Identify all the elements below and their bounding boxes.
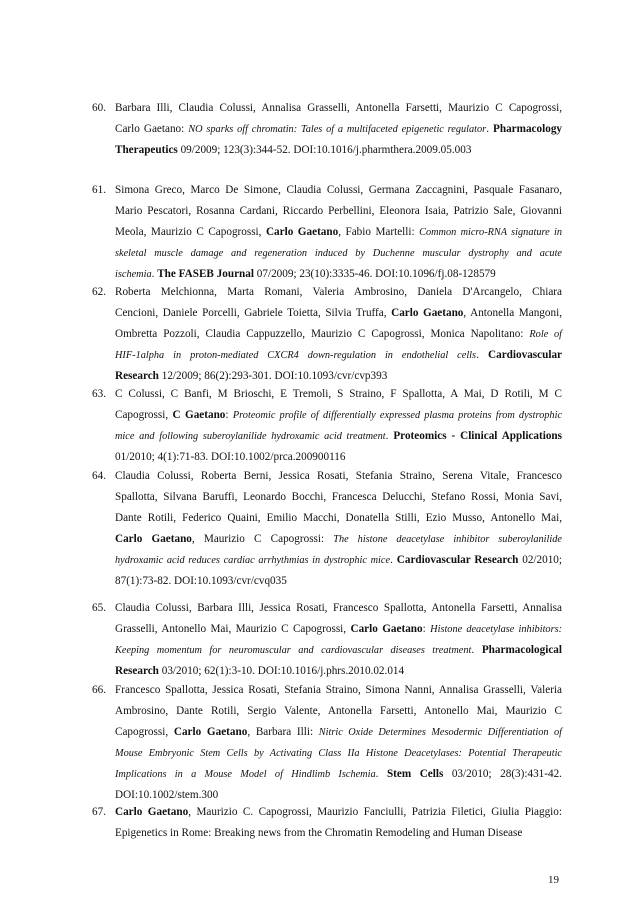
bold-text: Pharmacology (493, 123, 563, 135)
italic-title: Common micro-RNA signature in (419, 227, 562, 238)
text-span: , Maurizio C Capogrossi: (191, 533, 334, 545)
reference-line (115, 243, 562, 264)
bold-text: Pharmacological (481, 644, 563, 656)
bold-text: Carlo Gaetano (391, 307, 464, 319)
text-span: Barbara Illi, Claudia Colussi, Annalisa Grasselli, Antonella Farsetti, Maurizio C Capogrossi, (115, 102, 562, 114)
text-span: . (151, 268, 158, 280)
reference-line (115, 640, 562, 661)
reference-line (115, 802, 562, 823)
text-span: Ambrosino, Dante Rotili, Sergio Valente, Antonella Farsetti, Antonello Mai, Maurizio C (115, 705, 562, 717)
text-span: Capogrossi, (115, 726, 174, 738)
reference-line (115, 571, 562, 592)
reference-line (115, 345, 562, 366)
text-span: Grasselli, Antonello Mai, Maurizio C Capogrossi, (115, 623, 351, 635)
bold-text: Stem Cells (386, 768, 444, 780)
text-span: , Antonella Mangoni, (463, 307, 562, 319)
bold-text: Proteomics - Clinical Applications (393, 430, 562, 442)
reference-line (115, 550, 562, 571)
italic-title: Proteomic profile of differentially expressed plasma proteins from dystrophic (232, 410, 563, 421)
bold-text: Cardiovascular Research (396, 554, 519, 566)
italic-title: ischemia (115, 269, 152, 280)
text-span: Epigenetics in Rome: Breaking news from the Chromatin Remodeling and Human Disease (115, 827, 523, 839)
bold-text: The FASEB Journal (157, 268, 254, 280)
reference-number: 62. (92, 286, 106, 298)
text-span: Dante Rotili, Federico Quaini, Emilio Macchi, Donatella Stilli, Ezio Musso, Antonello Mai, (115, 512, 562, 524)
text-span: 02/2010; (518, 554, 563, 566)
text-span: Francesco Spallotta, Jessica Rosati, Stefania Straino, Simona Nanni, Annalisa Grasselli, Valeria (115, 684, 562, 696)
italic-title: Nitric Oxide Determines Mesodermic Differentiation of (318, 727, 563, 738)
text-span: Spallotta, Silvana Baruffi, Leonardo Bocchi, Francesca Delucchi, Stefano Rossi, Monia Savi, (115, 491, 562, 503)
text-span: 87(1):73-82. DOI:10.1093/cvr/cvq035 (115, 575, 287, 587)
text-span: , Fabio Martelli: (338, 226, 420, 238)
bold-text: Carlo Gaetano (350, 623, 423, 635)
text-span: 07/2009; 23(10):3335-46. DOI:10.1096/fj.08-128579 (253, 268, 496, 280)
bold-text: Carlo Gaetano (115, 533, 192, 545)
reference-line (115, 823, 562, 844)
text-span: C Colussi, C Banfi, M Brioschi, E Tremoli, S Straino, F Spallotta, A Mai, D Rotili, M C (115, 388, 562, 400)
text-span: . (486, 123, 494, 135)
italic-title: skeletal muscle damage and regeneration induced by Duchenne muscular dystrophy and acute (115, 248, 562, 259)
text-span: Cencioni, Daniele Porcelli, Gabriele Toietta, Silvia Truffa, (115, 307, 392, 319)
text-span: , Barbara Illi: (247, 726, 319, 738)
text-span: Meola, Maurizio C Capogrossi, (115, 226, 266, 238)
reference-line (115, 764, 562, 785)
page-number: 19 (548, 874, 559, 886)
reference-line (115, 619, 562, 640)
bold-text: C Gaetano (172, 409, 226, 421)
text-span: . (375, 768, 387, 780)
reference-line (115, 384, 562, 405)
reference-line (115, 303, 562, 324)
bold-text: Cardiovascular (488, 349, 563, 361)
bold-text: Carlo Gaetano (265, 226, 339, 238)
italic-title: Mouse Embryonic Stem Cells by Activating Class IIa Histone Deacetylases: Potential Therapeutic (115, 748, 562, 759)
reference-line (115, 466, 562, 487)
italic-title: Keeping momentum for neuromuscular and cardiovascular diseases treatment (115, 645, 472, 656)
text-span: Carlo Gaetano: (115, 123, 189, 135)
reference-number: 64. (92, 470, 106, 482)
text-span: Roberta Melchionna, Marta Romani, Valeria Ambrosino, Daniela D'Arcangelo, Chiara (115, 286, 562, 298)
reference-line (115, 598, 562, 619)
text-span: : (225, 409, 233, 421)
bold-text: Carlo Gaetano (173, 726, 248, 738)
italic-title: hydroxamic acid reduces cardiac arrhythmias in dystrophic mice (115, 555, 391, 566)
reference-line (115, 201, 562, 222)
text-span: . (390, 554, 397, 566)
italic-title: mice and following suberoylanilide hydroxamic acid treatment (115, 431, 386, 442)
reference-line (115, 508, 562, 529)
text-span: 01/2010; 4(1):71-83. DOI:10.1002/prca.200900116 (115, 451, 346, 463)
reference-line (115, 405, 562, 426)
bold-text: Carlo Gaetano (115, 806, 189, 818)
reference-number: 63. (92, 388, 106, 400)
reference-number: 61. (92, 184, 106, 196)
reference-line (115, 98, 562, 119)
text-span: . (385, 430, 394, 442)
reference-line (115, 426, 562, 447)
italic-title: Implications in a Mouse Model of Hindlimb Ischemia (115, 769, 376, 780)
reference-line (115, 447, 562, 468)
reference-line (115, 680, 562, 701)
reference-line (115, 529, 562, 550)
text-span: DOI:10.1002/stem.300 (115, 789, 219, 801)
text-span: . (476, 349, 489, 361)
bold-text: Therapeutics (115, 144, 178, 156)
text-span: Claudia Colussi, Roberta Berni, Jessica Rosati, Stefania Straino, Serena Vitale, Francesco (115, 470, 562, 482)
text-span: Ombretta Pozzoli, Claudia Cappuzzello, Maurizio C Capogrossi, Monica Napolitano: (115, 328, 530, 340)
reference-number: 67. (92, 806, 106, 818)
reference-line (115, 661, 562, 682)
reference-line (115, 119, 562, 140)
reference-line (115, 222, 562, 243)
text-span: Claudia Colussi, Barbara Illi, Jessica Rosati, Francesco Spallotta, Antonella Farsetti, Annalisa (115, 602, 562, 614)
bold-text: Research (115, 665, 159, 677)
reference-number: 60. (92, 102, 106, 114)
italic-title: HIF-1alpha in proton-mediated CXCR4 down-regulation in endothelial cells (115, 350, 477, 361)
reference-line (115, 701, 562, 722)
text-span: . (471, 644, 482, 656)
italic-title: The histone deacetylase inhibitor suberoylanilide (333, 534, 562, 545)
text-span: Capogrossi, (115, 409, 173, 421)
text-span: 12/2009; 86(2):293-301. DOI:10.1093/cvr/cvp393 (158, 370, 388, 382)
text-span: Simona Greco, Marco De Simone, Claudia Colussi, Germana Zaccagnini, Pasquale Fasanaro, (115, 184, 562, 196)
text-span: , Maurizio C. Capogrossi, Maurizio Fanciulli, Patrizia Filetici, Giulia Piaggio: (188, 806, 562, 818)
reference-line (115, 324, 562, 345)
reference-line (115, 487, 562, 508)
reference-line (115, 140, 562, 161)
text-span: 03/2010; 62(1):3-10. DOI:10.1016/j.phrs.2010.02.014 (158, 665, 405, 677)
reference-number: 65. (92, 602, 106, 614)
text-span: : (422, 623, 431, 635)
italic-title: NO sparks off chromatin: Tales of a multifaceted epigenetic regulator (188, 124, 487, 135)
italic-title: Histone deacetylase inhibitors: (430, 624, 563, 635)
text-span: Mario Pescatori, Rosanna Cardani, Riccardo Perbellini, Eleonora Isaia, Patrizio Sale, Giovanni (115, 205, 562, 217)
reference-line (115, 180, 562, 201)
text-span: 03/2010; 28(3):431-42. (443, 768, 562, 780)
bold-text: Research (115, 370, 159, 382)
reference-line (115, 282, 562, 303)
text-span: 09/2009; 123(3):344-52. DOI:10.1016/j.pharmthera.2009.05.003 (177, 144, 472, 156)
reference-line (115, 722, 562, 743)
reference-line (115, 743, 562, 764)
italic-title: Role of (529, 329, 563, 340)
reference-number: 66. (92, 684, 106, 696)
